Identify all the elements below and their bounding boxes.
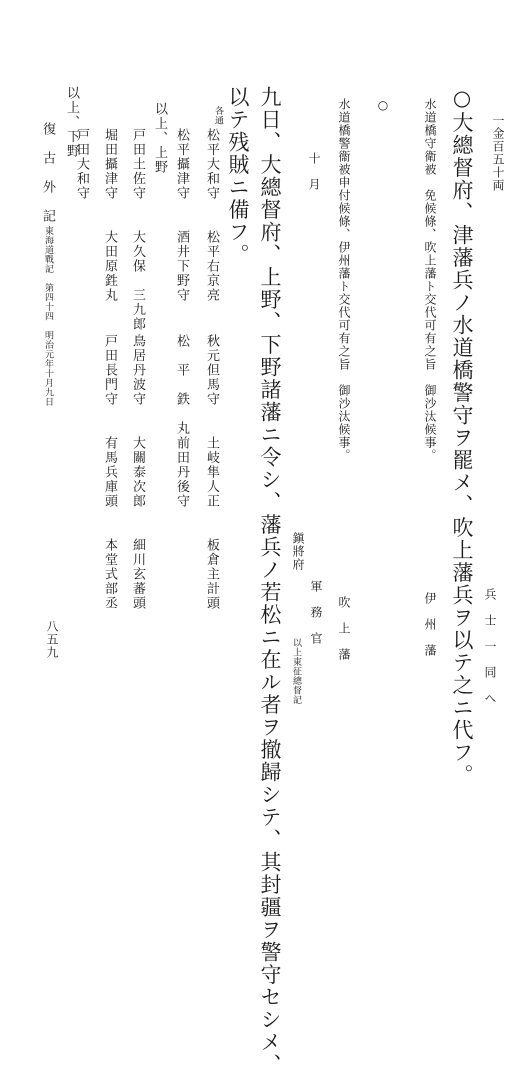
month-text: 十 月 — [307, 152, 321, 191]
source-note-2: 復 古 外 記 — [40, 122, 55, 224]
lord-name: 細川玄蕃頭 — [130, 538, 145, 611]
lord-name: 堀田攝津守 — [102, 128, 117, 201]
lord-name: 鳥居丹波守 — [130, 334, 145, 407]
lord-name: 前田丹後守 — [174, 436, 189, 509]
order-line-b: 水道橋警衞被申付候條、伊州藩ト交代可有之旨 御沙汰候事。 — [337, 98, 351, 462]
source-note-1: 以上東征總督記 — [291, 638, 301, 705]
lord-name: 板倉主計頭 — [204, 538, 219, 611]
lord-name: 松平攝津守 — [174, 128, 189, 201]
heading-1: ○大總督府、津藩兵ノ水道橋警守ヲ罷メ、吹上藩兵ヲ以テ之ニ代フ。 — [450, 86, 474, 787]
page-number: 八五九 — [45, 620, 59, 659]
chinfu-signature: 鎭將府 — [291, 532, 305, 571]
lord-name: 大關泰次郎 — [130, 436, 145, 509]
group-label-2: 以上、上野 — [152, 102, 167, 175]
order-line-a: 水道橋守衛被 免候條、吹上藩ト交代可有之旨 御沙汰候事。 — [423, 98, 437, 462]
lord-name: 松 平 鉄 丸 — [174, 334, 189, 436]
lord-name: 大久保 三九郎 — [130, 230, 145, 332]
lord-name: 酒井下野守 — [174, 230, 189, 303]
lord-name: 松平大和守 — [204, 128, 219, 201]
lord-name: 戸田土佐守 — [130, 128, 145, 201]
lord-name: 土岐隼人正 — [204, 436, 219, 509]
lord-name: 大田原鉎丸 — [102, 230, 117, 303]
recipient-ishu-han: 伊 州 藩 — [423, 592, 437, 657]
circle-mark: ○ — [376, 98, 390, 113]
amount-text: 一金百五十両 — [491, 114, 505, 192]
gunmukan-signature: 軍 務 官 — [309, 580, 323, 645]
group-label-3: 以上、下野 — [64, 86, 79, 159]
heading-2-cont: 以テ残賊ニ備フ。 — [226, 86, 250, 266]
lord-name: 戸田大和守 — [74, 128, 89, 201]
lord-name: 有馬兵庫頭 — [102, 436, 117, 509]
recipient-soldiers: 兵 士 一 同 へ — [483, 588, 497, 705]
group-label-1: 各通 — [213, 106, 223, 125]
lord-name: 松平右京亮 — [204, 230, 219, 303]
source-note-2-detail: 東海道戰記 第四十四 明治元年十月九日 — [43, 226, 53, 407]
recipient-fukiage-han: 吹 上 藩 — [337, 596, 351, 661]
lord-name: 本堂式部丞 — [102, 538, 117, 611]
lord-name: 戸田長門守 — [102, 334, 117, 407]
lord-name: 秋元但馬守 — [204, 334, 219, 407]
heading-2: 九日、大總督府、上野、下野諸藩ニ令シ、藩兵ノ若松ニ在ル者ヲ撤歸シテ、其封疆ヲ警守セシメ、 — [258, 86, 282, 1076]
